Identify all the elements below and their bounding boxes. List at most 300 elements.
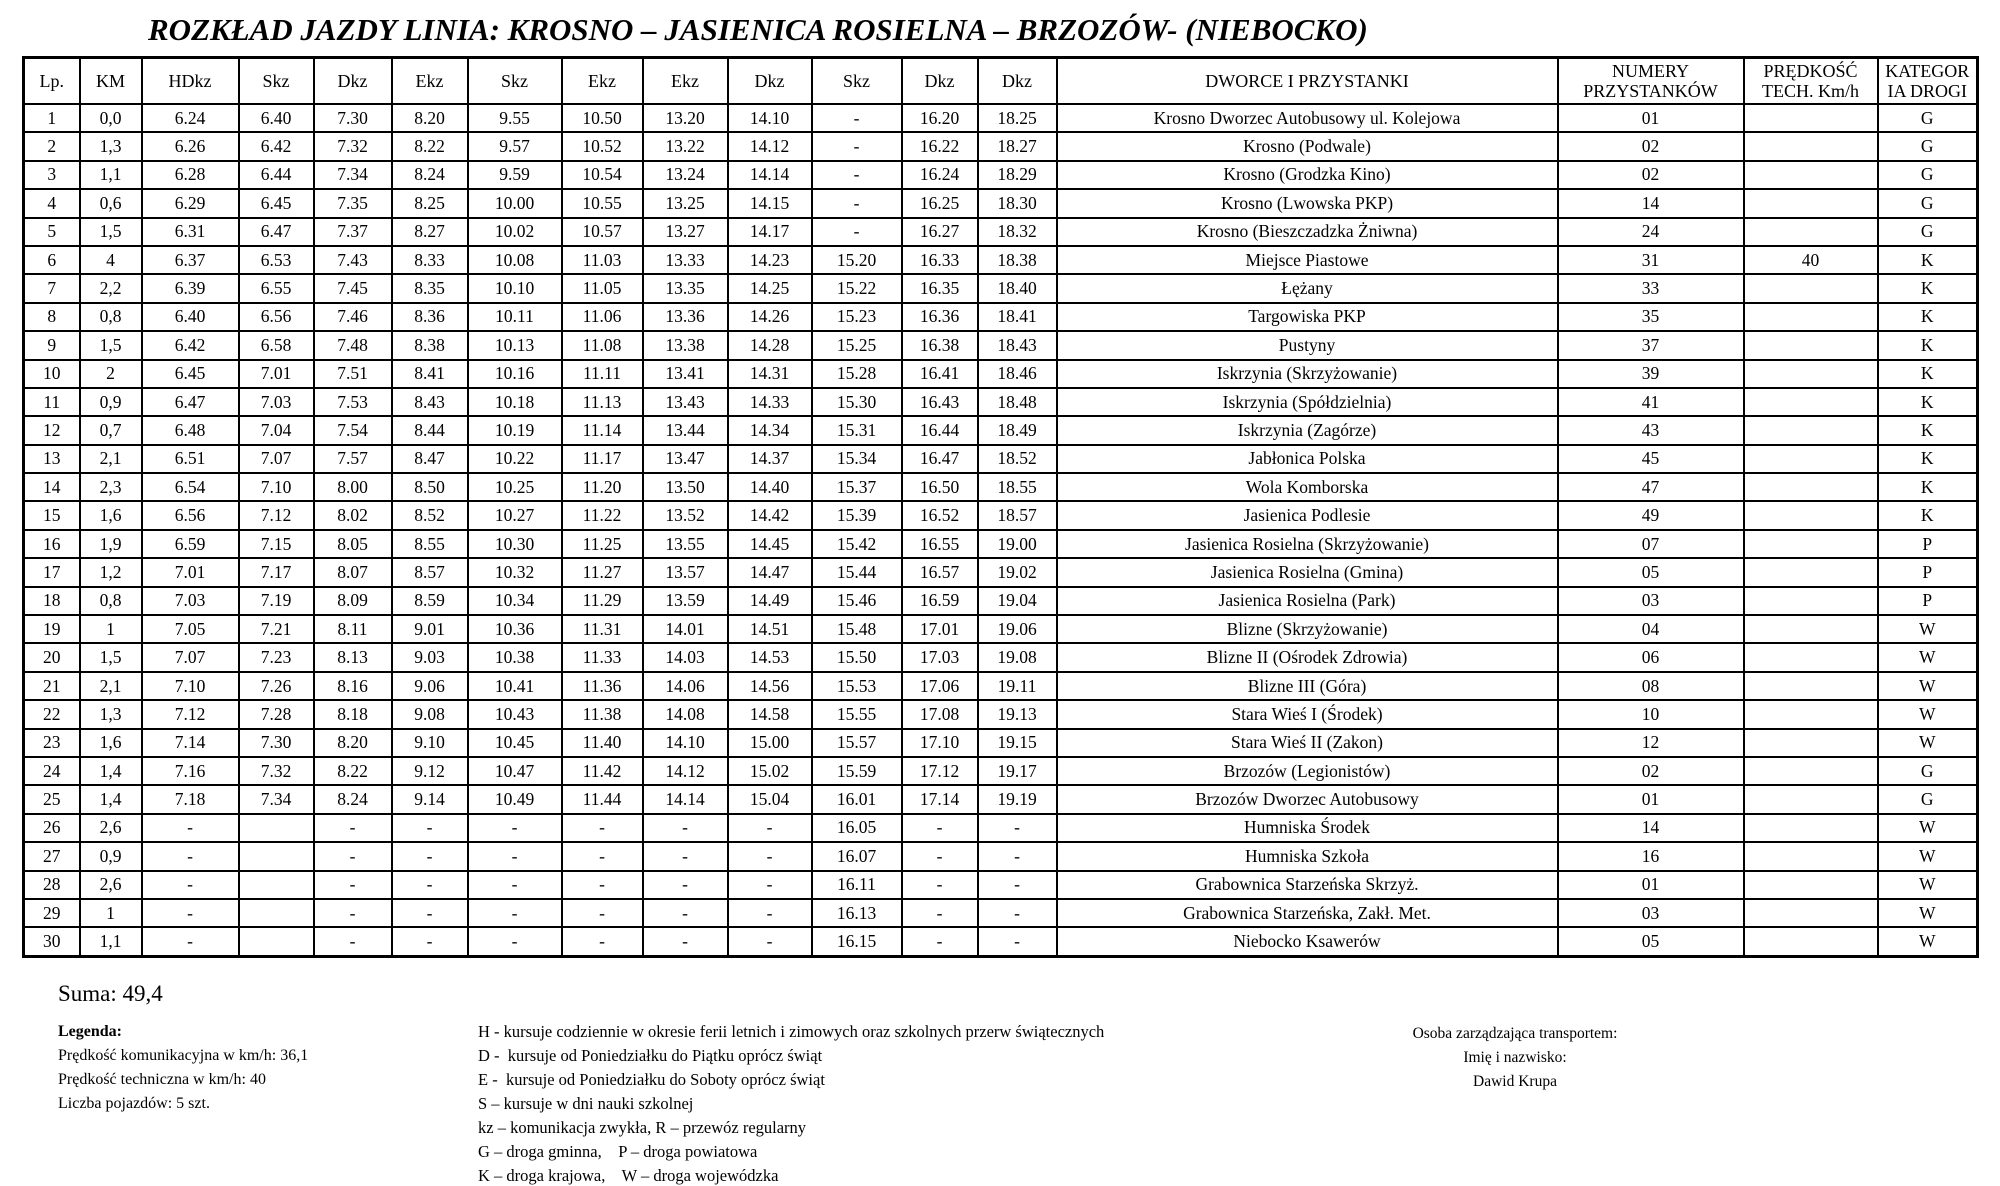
cell: 41 bbox=[1558, 388, 1744, 416]
table-row bbox=[24, 672, 1978, 700]
cell: 14.12 bbox=[643, 757, 728, 785]
cell: 14.17 bbox=[728, 218, 812, 246]
cell: G bbox=[1878, 189, 1978, 217]
cell: 18.32 bbox=[978, 218, 1057, 246]
table-body bbox=[24, 104, 1978, 956]
cell: 0,9 bbox=[80, 842, 142, 870]
cell: 8.35 bbox=[392, 274, 468, 302]
column-header: Skz bbox=[812, 58, 902, 105]
cell: 1,4 bbox=[80, 757, 142, 785]
legend-symbol-line: S – kursuje w dni nauki szkolnej bbox=[478, 1094, 694, 1113]
column-header: Ekz bbox=[562, 58, 643, 105]
legend-left-line: Prędkość komunikacyjna w km/h: 36,1 bbox=[58, 1047, 309, 1064]
cell: 11.38 bbox=[562, 700, 643, 728]
cell: 10.57 bbox=[562, 218, 643, 246]
cell bbox=[1744, 643, 1878, 671]
cell: 10.36 bbox=[468, 615, 562, 643]
legend-left-line: Liczba pojazdów: 5 szt. bbox=[58, 1095, 210, 1112]
cell: 7.12 bbox=[142, 700, 239, 728]
cell: - bbox=[728, 899, 812, 927]
cell bbox=[1744, 700, 1878, 728]
cell: 15.39 bbox=[812, 501, 902, 529]
cell: 15.30 bbox=[812, 388, 902, 416]
cell: 8.22 bbox=[314, 757, 392, 785]
cell: 10.18 bbox=[468, 388, 562, 416]
cell: 11.27 bbox=[562, 558, 643, 586]
cell: 15.48 bbox=[812, 615, 902, 643]
cell: 2 bbox=[80, 360, 142, 388]
cell: 8.52 bbox=[392, 501, 468, 529]
cell: 6.51 bbox=[142, 445, 239, 473]
table-row bbox=[24, 246, 1978, 274]
cell: - bbox=[978, 927, 1057, 956]
cell: 6.55 bbox=[239, 274, 314, 302]
cell: 7.07 bbox=[142, 643, 239, 671]
cell: - bbox=[812, 161, 902, 189]
suma-label: Suma: bbox=[58, 981, 117, 1006]
cell: 8.27 bbox=[392, 218, 468, 246]
cell: 18.49 bbox=[978, 416, 1057, 444]
cell: 11.25 bbox=[562, 530, 643, 558]
cell: 10.19 bbox=[468, 416, 562, 444]
legend-symbol-line: D - kursuje od Poniedziałku do Piątku oprócz świąt bbox=[478, 1046, 823, 1065]
cell: 10.08 bbox=[468, 246, 562, 274]
cell: - bbox=[392, 814, 468, 842]
cell bbox=[239, 842, 314, 870]
cell: - bbox=[468, 871, 562, 899]
cell: 16.43 bbox=[902, 388, 978, 416]
cell: 19.19 bbox=[978, 785, 1057, 813]
cell: K bbox=[1878, 360, 1978, 388]
table-row bbox=[24, 189, 1978, 217]
cell: 19.08 bbox=[978, 643, 1057, 671]
cell: 14 bbox=[1558, 814, 1744, 842]
table-row bbox=[24, 331, 1978, 359]
cell: 15.50 bbox=[812, 643, 902, 671]
cell: 18.29 bbox=[978, 161, 1057, 189]
cell: 2,2 bbox=[80, 274, 142, 302]
cell: K bbox=[1878, 445, 1978, 473]
cell: 13.57 bbox=[643, 558, 728, 586]
cell: 7.28 bbox=[239, 700, 314, 728]
cell: 15.25 bbox=[812, 331, 902, 359]
cell: 8.20 bbox=[392, 104, 468, 132]
cell: 14.10 bbox=[643, 729, 728, 757]
cell: 0,8 bbox=[80, 303, 142, 331]
cell: 11.36 bbox=[562, 672, 643, 700]
cell: 16.25 bbox=[902, 189, 978, 217]
table-row bbox=[24, 927, 1978, 956]
cell: 10.22 bbox=[468, 445, 562, 473]
cell: 11.03 bbox=[562, 246, 643, 274]
cell: 15.04 bbox=[728, 785, 812, 813]
cell: 14.10 bbox=[728, 104, 812, 132]
cell: 13.59 bbox=[643, 587, 728, 615]
cell: - bbox=[142, 842, 239, 870]
cell: 6.26 bbox=[142, 132, 239, 160]
cell: 7.16 bbox=[142, 757, 239, 785]
cell: - bbox=[728, 871, 812, 899]
cell: 31 bbox=[1558, 246, 1744, 274]
cell: 1 bbox=[80, 615, 142, 643]
station-name-cell: Grabownica Starzeńska, Zakł. Met. bbox=[1057, 899, 1558, 927]
cell: 8.22 bbox=[392, 132, 468, 160]
column-header: NUMERY PRZYSTANKÓW bbox=[1558, 58, 1744, 105]
cell: 6.59 bbox=[142, 530, 239, 558]
cell: K bbox=[1878, 501, 1978, 529]
cell: W bbox=[1878, 871, 1978, 899]
cell: 7.48 bbox=[314, 331, 392, 359]
cell: 8.50 bbox=[392, 473, 468, 501]
cell: - bbox=[902, 814, 978, 842]
cell: 7.32 bbox=[239, 757, 314, 785]
cell bbox=[1744, 331, 1878, 359]
cell: - bbox=[643, 871, 728, 899]
cell: 01 bbox=[1558, 871, 1744, 899]
station-name-cell: Iskrzynia (Spółdzielnia) bbox=[1057, 388, 1558, 416]
cell: W bbox=[1878, 814, 1978, 842]
cell: - bbox=[812, 132, 902, 160]
cell: P bbox=[1878, 587, 1978, 615]
cell: 7.10 bbox=[142, 672, 239, 700]
cell: 15.23 bbox=[812, 303, 902, 331]
cell: 14.47 bbox=[728, 558, 812, 586]
cell: 13.36 bbox=[643, 303, 728, 331]
cell: 7.30 bbox=[314, 104, 392, 132]
cell: 13.24 bbox=[643, 161, 728, 189]
cell: 33 bbox=[1558, 274, 1744, 302]
cell: 8.57 bbox=[392, 558, 468, 586]
cell: 18.40 bbox=[978, 274, 1057, 302]
cell bbox=[1744, 842, 1878, 870]
cell: - bbox=[643, 927, 728, 956]
suma-total bbox=[58, 981, 163, 1007]
cell bbox=[1744, 303, 1878, 331]
cell: 7.34 bbox=[239, 785, 314, 813]
cell: 10.41 bbox=[468, 672, 562, 700]
cell: - bbox=[314, 899, 392, 927]
cell: - bbox=[142, 927, 239, 956]
station-name-cell: Krosno (Lwowska PKP) bbox=[1057, 189, 1558, 217]
cell: 6.47 bbox=[239, 218, 314, 246]
table-row bbox=[24, 558, 1978, 586]
cell: 14 bbox=[1558, 189, 1744, 217]
cell: 8.59 bbox=[392, 587, 468, 615]
cell: 16.44 bbox=[902, 416, 978, 444]
cell bbox=[1744, 530, 1878, 558]
cell: 6.29 bbox=[142, 189, 239, 217]
cell: - bbox=[142, 814, 239, 842]
cell bbox=[1744, 132, 1878, 160]
cell: 8.02 bbox=[314, 501, 392, 529]
cell: 16 bbox=[1558, 842, 1744, 870]
cell: 11.08 bbox=[562, 331, 643, 359]
cell: 7.34 bbox=[314, 161, 392, 189]
cell: 15.42 bbox=[812, 530, 902, 558]
cell: 8.24 bbox=[314, 785, 392, 813]
cell: 43 bbox=[1558, 416, 1744, 444]
cell: 11.40 bbox=[562, 729, 643, 757]
cell: 8.16 bbox=[314, 672, 392, 700]
cell: 10.11 bbox=[468, 303, 562, 331]
cell: 45 bbox=[1558, 445, 1744, 473]
cell: 17.14 bbox=[902, 785, 978, 813]
cell: 16.52 bbox=[902, 501, 978, 529]
cell: 13.55 bbox=[643, 530, 728, 558]
cell: 9.57 bbox=[468, 132, 562, 160]
cell: 11.14 bbox=[562, 416, 643, 444]
cell: 6.40 bbox=[239, 104, 314, 132]
cell: 11.22 bbox=[562, 501, 643, 529]
station-name-cell: Krosno (Grodzka Kino) bbox=[1057, 161, 1558, 189]
cell: 30 bbox=[24, 927, 80, 956]
cell: 16.35 bbox=[902, 274, 978, 302]
cell bbox=[1744, 785, 1878, 813]
cell: 0,0 bbox=[80, 104, 142, 132]
cell: 10.47 bbox=[468, 757, 562, 785]
cell: 10.13 bbox=[468, 331, 562, 359]
cell: 1,9 bbox=[80, 530, 142, 558]
station-name-cell: Niebocko Ksawerów bbox=[1057, 927, 1558, 956]
cell: - bbox=[468, 927, 562, 956]
cell: 19.00 bbox=[978, 530, 1057, 558]
cell: 18 bbox=[24, 587, 80, 615]
table-row bbox=[24, 871, 1978, 899]
station-name-cell: Humniska Szkoła bbox=[1057, 842, 1558, 870]
cell: - bbox=[392, 899, 468, 927]
cell: 8.44 bbox=[392, 416, 468, 444]
cell: 15 bbox=[24, 501, 80, 529]
cell: 10.10 bbox=[468, 274, 562, 302]
column-header: KM bbox=[80, 58, 142, 105]
cell: 7.01 bbox=[142, 558, 239, 586]
cell: 13.41 bbox=[643, 360, 728, 388]
cell: 11.17 bbox=[562, 445, 643, 473]
cell: 10.54 bbox=[562, 161, 643, 189]
cell: 7.21 bbox=[239, 615, 314, 643]
cell: 7.54 bbox=[314, 416, 392, 444]
cell: - bbox=[562, 842, 643, 870]
station-name-cell: Grabownica Starzeńska Skrzyż. bbox=[1057, 871, 1558, 899]
cell: - bbox=[902, 899, 978, 927]
cell bbox=[1744, 189, 1878, 217]
cell: - bbox=[902, 842, 978, 870]
cell: 6.47 bbox=[142, 388, 239, 416]
cell: 0,9 bbox=[80, 388, 142, 416]
cell: 9.12 bbox=[392, 757, 468, 785]
cell bbox=[1744, 360, 1878, 388]
cell: W bbox=[1878, 927, 1978, 956]
cell: K bbox=[1878, 388, 1978, 416]
station-name-cell: Jasienica Podlesie bbox=[1057, 501, 1558, 529]
cell: 16.38 bbox=[902, 331, 978, 359]
cell: 7.01 bbox=[239, 360, 314, 388]
cell: 8.47 bbox=[392, 445, 468, 473]
legend-symbol-line: E - kursuje od Poniedziałku do Soboty oprócz świąt bbox=[478, 1070, 825, 1089]
cell: 13.47 bbox=[643, 445, 728, 473]
cell: 49 bbox=[1558, 501, 1744, 529]
cell: 8.41 bbox=[392, 360, 468, 388]
cell: 16.20 bbox=[902, 104, 978, 132]
cell: 8.05 bbox=[314, 530, 392, 558]
cell: 7.43 bbox=[314, 246, 392, 274]
table-row bbox=[24, 218, 1978, 246]
station-name-cell: Jabłonica Polska bbox=[1057, 445, 1558, 473]
cell: 15.59 bbox=[812, 757, 902, 785]
cell: 13.25 bbox=[643, 189, 728, 217]
cell: W bbox=[1878, 672, 1978, 700]
cell: - bbox=[978, 871, 1057, 899]
cell: 7.07 bbox=[239, 445, 314, 473]
cell: 10.45 bbox=[468, 729, 562, 757]
cell: K bbox=[1878, 473, 1978, 501]
cell: 17.01 bbox=[902, 615, 978, 643]
cell: 13.20 bbox=[643, 104, 728, 132]
table-row bbox=[24, 729, 1978, 757]
cell: 18.27 bbox=[978, 132, 1057, 160]
cell: 7.45 bbox=[314, 274, 392, 302]
cell: 7.05 bbox=[142, 615, 239, 643]
table-row bbox=[24, 303, 1978, 331]
cell: 8.25 bbox=[392, 189, 468, 217]
cell: 6.31 bbox=[142, 218, 239, 246]
cell bbox=[1744, 274, 1878, 302]
table-row bbox=[24, 360, 1978, 388]
cell: 8.36 bbox=[392, 303, 468, 331]
station-name-cell: Brzozów Dworzec Autobusowy bbox=[1057, 785, 1558, 813]
cell: 0,7 bbox=[80, 416, 142, 444]
cell: 15.53 bbox=[812, 672, 902, 700]
cell: 10.30 bbox=[468, 530, 562, 558]
cell: - bbox=[978, 899, 1057, 927]
cell: 03 bbox=[1558, 587, 1744, 615]
column-header: Dkz bbox=[728, 58, 812, 105]
cell: 18.43 bbox=[978, 331, 1057, 359]
cell: 16.59 bbox=[902, 587, 978, 615]
cell: W bbox=[1878, 899, 1978, 927]
cell: 15.28 bbox=[812, 360, 902, 388]
cell: 8.13 bbox=[314, 643, 392, 671]
cell: 8.33 bbox=[392, 246, 468, 274]
cell: 8 bbox=[24, 303, 80, 331]
column-header: Skz bbox=[239, 58, 314, 105]
cell: 14.08 bbox=[643, 700, 728, 728]
cell: 11.33 bbox=[562, 643, 643, 671]
cell: 1 bbox=[24, 104, 80, 132]
cell: - bbox=[812, 104, 902, 132]
cell: - bbox=[142, 871, 239, 899]
legend-symbols bbox=[478, 1020, 1104, 1186]
cell: 16.07 bbox=[812, 842, 902, 870]
cell: 27 bbox=[24, 842, 80, 870]
cell: 10.43 bbox=[468, 700, 562, 728]
cell: 10.38 bbox=[468, 643, 562, 671]
cell: 14.14 bbox=[728, 161, 812, 189]
cell: 10.27 bbox=[468, 501, 562, 529]
table-header bbox=[24, 58, 1978, 105]
cell: - bbox=[314, 814, 392, 842]
station-name-cell: Stara Wieś I (Środek) bbox=[1057, 700, 1558, 728]
cell: 15.20 bbox=[812, 246, 902, 274]
cell bbox=[1744, 757, 1878, 785]
cell: 14.28 bbox=[728, 331, 812, 359]
cell: 11.05 bbox=[562, 274, 643, 302]
cell: 2,1 bbox=[80, 445, 142, 473]
cell: 16.47 bbox=[902, 445, 978, 473]
cell: 7.12 bbox=[239, 501, 314, 529]
cell: 14.06 bbox=[643, 672, 728, 700]
cell: 7.51 bbox=[314, 360, 392, 388]
legend-left-line: Prędkość techniczna w km/h: 40 bbox=[58, 1071, 266, 1088]
station-name-cell: Blizne (Skrzyżowanie) bbox=[1057, 615, 1558, 643]
cell: 6.56 bbox=[239, 303, 314, 331]
cell: 19.06 bbox=[978, 615, 1057, 643]
cell: 12 bbox=[1558, 729, 1744, 757]
column-header: HDkz bbox=[142, 58, 239, 105]
cell: - bbox=[142, 899, 239, 927]
cell: 7.03 bbox=[142, 587, 239, 615]
table-row bbox=[24, 501, 1978, 529]
cell: 11.29 bbox=[562, 587, 643, 615]
column-header: Ekz bbox=[392, 58, 468, 105]
cell: 16.33 bbox=[902, 246, 978, 274]
cell: - bbox=[643, 899, 728, 927]
cell: 15.31 bbox=[812, 416, 902, 444]
cell: G bbox=[1878, 132, 1978, 160]
cell: - bbox=[643, 842, 728, 870]
table-row bbox=[24, 104, 1978, 132]
cell: 14.45 bbox=[728, 530, 812, 558]
cell: 14.12 bbox=[728, 132, 812, 160]
cell: 19.04 bbox=[978, 587, 1057, 615]
cell: 11.11 bbox=[562, 360, 643, 388]
cell: 24 bbox=[24, 757, 80, 785]
table-row bbox=[24, 274, 1978, 302]
cell: 15.55 bbox=[812, 700, 902, 728]
cell: 2 bbox=[24, 132, 80, 160]
station-name-cell: Iskrzynia (Skrzyżowanie) bbox=[1057, 360, 1558, 388]
station-name-cell: Miejsce Piastowe bbox=[1057, 246, 1558, 274]
cell: 8.11 bbox=[314, 615, 392, 643]
cell: 13.22 bbox=[643, 132, 728, 160]
cell: G bbox=[1878, 104, 1978, 132]
cell: 18.48 bbox=[978, 388, 1057, 416]
cell: 18.25 bbox=[978, 104, 1057, 132]
cell: 1,5 bbox=[80, 331, 142, 359]
station-name-cell: Krosno (Bieszczadzka Żniwna) bbox=[1057, 218, 1558, 246]
cell: 6.40 bbox=[142, 303, 239, 331]
cell: 7.46 bbox=[314, 303, 392, 331]
legend-symbol-line: G – droga gminna, P – droga powiatowa bbox=[478, 1142, 758, 1161]
table-row bbox=[24, 700, 1978, 728]
cell: 8.24 bbox=[392, 161, 468, 189]
cell: 17.03 bbox=[902, 643, 978, 671]
cell: - bbox=[728, 927, 812, 956]
cell: 1,2 bbox=[80, 558, 142, 586]
manager-line: Osoba zarządzająca transportem: bbox=[1412, 1025, 1618, 1042]
cell: 14.53 bbox=[728, 643, 812, 671]
cell: 7.14 bbox=[142, 729, 239, 757]
station-name-cell: Humniska Środek bbox=[1057, 814, 1558, 842]
cell: 18.46 bbox=[978, 360, 1057, 388]
cell: 15.44 bbox=[812, 558, 902, 586]
cell: 17.06 bbox=[902, 672, 978, 700]
cell: 11.20 bbox=[562, 473, 643, 501]
column-header: KATEGOR IA DROGI bbox=[1878, 58, 1978, 105]
cell: W bbox=[1878, 842, 1978, 870]
cell: 16.15 bbox=[812, 927, 902, 956]
cell: 02 bbox=[1558, 132, 1744, 160]
